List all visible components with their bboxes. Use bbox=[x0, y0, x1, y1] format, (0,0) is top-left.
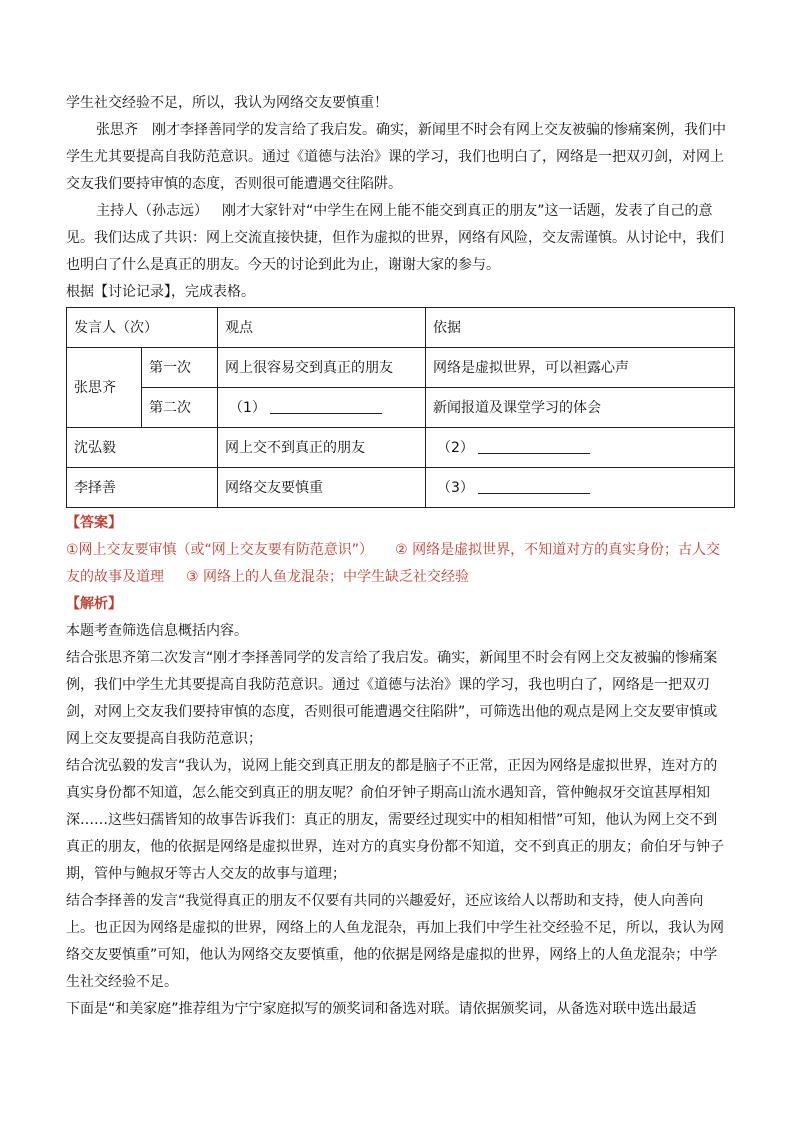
answer-item: ③ 网络上的人鱼龙混杂；中学生缺乏社交经验 bbox=[186, 569, 469, 585]
blank-number: （2） bbox=[437, 439, 474, 456]
speaker-name: 主持人（孙志远） bbox=[96, 203, 208, 219]
basis-cell: 新闻报道及课堂学习的体会 bbox=[426, 388, 735, 428]
speech-text: 刚才大家针对“中学生在网上能不能交到真正的朋友”这一话题，发表了自己的意见。我们达成了共识：网上交流直接快捷，但作为虚拟的世界，网络有风险，交友需谨慎。从讨论中，我们也明白了什么是真正的朋友。今天的讨论到此为止，谢谢大家的参与。 bbox=[66, 203, 724, 273]
analysis-paragraph: 本题考查筛选信息概括内容。 bbox=[66, 623, 248, 639]
speaker-cell: 张思齐 bbox=[67, 348, 142, 428]
speech-text: 刚才李择善同学的发言给了我启发。确实，新闻里不时会有网上交友被骗的惨痛案例，我们中学生尤其要提高自我防范意识。通过《道德与法治》课的学习，我们也明白了，网络是一把双刃剑，对网上交友我们要持审慎的态度，否则很可能遭遇交往陷阱。 bbox=[66, 122, 726, 192]
next-question-text: 下面是“和美家庭”推荐组为宁宁家庭拟写的颁奖词和备选对联。请依据颁奖词，从备选对联中选出最适 bbox=[66, 1001, 697, 1017]
basis-cell bbox=[426, 428, 735, 468]
analysis-paragraph: 结合沈弘毅的发言“我认为，说网上能交到真正朋友的都是脑子不正常，正因为网络是虚拟世界，连对方的真实身份都不知道，怎么能交到真正的朋友呢？俞伯牙钟子期高山流水遇知音，管仲鲍叔牙交谊甚厚相知深……这些妇孺皆知的故事告诉我们：真正的朋友，需要经过现实中的相知相惜”可知，他认为网上交不到真正的朋友，他的依据是网络是虚拟世界，连对方的真实身份都不知道，交不到真正的朋友；俞伯牙与钟子期，管仲与鲍叔牙等古人交友的故事与道理； bbox=[66, 758, 724, 882]
speech-paragraph bbox=[66, 198, 730, 279]
table-header-row bbox=[67, 308, 735, 348]
basis-cell: 网络是虚拟世界，可以袒露心声 bbox=[426, 348, 735, 388]
view-cell: 网络交友要慎重 bbox=[218, 468, 426, 508]
table-row bbox=[67, 388, 735, 428]
basis-cell bbox=[426, 468, 735, 508]
answer-blank[interactable] bbox=[270, 399, 382, 414]
answer-item: ①网上交友要审慎（或“网上交友要有防范意识”） bbox=[66, 542, 374, 558]
speech-paragraph bbox=[66, 117, 730, 198]
text-line: 学生社交经验不足，所以，我认为网络交友要慎重！ bbox=[66, 95, 388, 111]
view-cell: 网上交不到真正的朋友 bbox=[218, 428, 426, 468]
answer-tag: 【答案】 bbox=[66, 515, 122, 531]
answer-blank[interactable] bbox=[478, 479, 590, 494]
analysis-paragraph: 结合李择善的发言“我觉得真正的朋友不仅要有共同的兴趣爱好，还应该给人以帮助和支持，使人向善向上。也正因为网络是虚拟的世界，网络上的人鱼龙混杂，再加上我们中学生社交经验不足，所以，我认为网络交友要慎重”可知，他认为网络交友要慎重，他的依据是网络是虚拟的世界，网络上的人鱼龙混杂；中学生社交经验不足。 bbox=[66, 893, 724, 990]
table-row bbox=[67, 348, 735, 388]
times-cell: 第一次 bbox=[142, 348, 218, 388]
blank-number: （3） bbox=[437, 479, 474, 496]
speaker-cell: 李择善 bbox=[67, 468, 218, 508]
view-cell bbox=[218, 388, 426, 428]
analysis-tag: 【解析】 bbox=[66, 596, 122, 612]
table-row bbox=[67, 428, 735, 468]
view-cell: 网上很容易交到真正的朋友 bbox=[218, 348, 426, 388]
answer-item: ② 网络是虚拟世界，不知道对方的真实身份；古人交友的故事及道理 bbox=[66, 542, 721, 585]
analysis-paragraph: 结合张思齐第二次发言“刚才李择善同学的发言给了我启发。确实，新闻里不时会有网上交友被骗的惨痛案例，我们中学生尤其要提高自我防范意识。通过《道德与法治》课的学习，我也明白了，网络是一把双刃剑，对网上交友我们要持审慎的态度，否则很可能遭遇交往陷阱”，可筛选出他的观点是网上交友要审慎或网上交友要提高自我防范意识； bbox=[66, 650, 718, 747]
content-area bbox=[66, 90, 730, 1023]
header-speaker: 发言人（次） bbox=[67, 308, 218, 348]
speaker-name: 张思齐 bbox=[96, 122, 138, 138]
blank-number: （1） bbox=[229, 399, 266, 416]
instruction-text: 根据【讨论记录】，完成表格。 bbox=[66, 284, 255, 300]
times-cell: 第二次 bbox=[142, 388, 218, 428]
speaker-cell: 沈弘毅 bbox=[67, 428, 218, 468]
header-basis: 依据 bbox=[426, 308, 735, 348]
answer-text bbox=[66, 537, 730, 591]
table-row bbox=[67, 468, 735, 508]
record-table bbox=[66, 307, 735, 508]
answer-blank[interactable] bbox=[478, 439, 590, 454]
header-view: 观点 bbox=[218, 308, 426, 348]
